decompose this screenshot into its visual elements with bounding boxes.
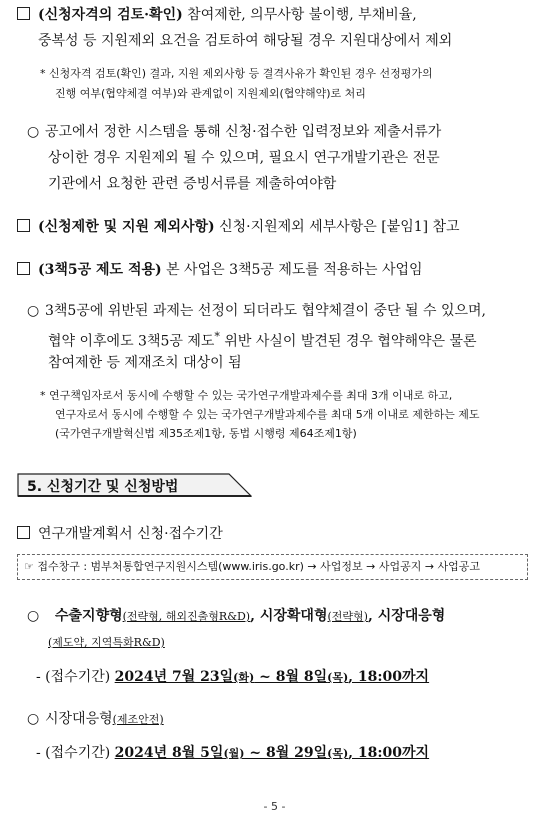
program-type: 시장대응형 xyxy=(45,711,113,727)
period-date: ~ 8월 8일 xyxy=(254,669,328,685)
bullet-text: 상이한 경우 지원제외 될 수 있으며, 필요시 연구개발기관은 전문 xyxy=(48,150,440,166)
section-header xyxy=(17,473,252,497)
note-line: 연구자로서 동시에 수행할 수 있는 국가연구개발과제수를 최대 5개 이내로 제한하는 제도 xyxy=(55,408,480,421)
period-date: 2024년 7월 23일 xyxy=(114,669,234,685)
note-line: 진행 여부(협약체결 여부)와 관계없이 지원제외(협약해약)로 처리 xyxy=(55,87,366,100)
period-date: ~ 8월 29일 xyxy=(244,745,328,761)
period-time: , 18:00까지 xyxy=(348,669,430,685)
application-period-line xyxy=(36,740,429,767)
checkbox-square-icon xyxy=(17,219,30,232)
item-text: 본 사업은 3책5공 제도를 적용하는 사업임 xyxy=(161,262,423,278)
item-restrictions xyxy=(17,214,460,240)
note-line: (국가연구개발혁신법 제35조제1항, 동법 시행령 제64조제1항) xyxy=(55,427,357,440)
item-eligibility-review xyxy=(17,2,537,28)
bullet-item xyxy=(27,706,164,733)
period-date: 2024년 8월 5일 xyxy=(114,745,224,761)
note-line: * 연구책임자로서 동시에 수행할 수 있는 국가연구개발과제수를 최대 3개 이내로 하고, xyxy=(40,389,453,402)
period-weekday: (목) xyxy=(327,671,349,684)
section-title: 5. 신청기간 및 신청방법 xyxy=(27,479,179,495)
bullet-text: 공고에서 정한 시스템을 통해 신청·접수한 입력정보와 제출서류가 xyxy=(45,124,442,140)
item-title: (신청제한 및 지원 제외사항) xyxy=(38,219,215,235)
bullet-item xyxy=(27,298,486,324)
application-period-line xyxy=(36,664,429,691)
period-label: - (접수기간) xyxy=(36,669,115,685)
checkbox-square-icon xyxy=(17,7,30,20)
note-line: * 신청자격 검토(확인) 결과, 지원 제외사항 등 결격사유가 확인된 경우 선정평가의 xyxy=(40,67,433,80)
program-type: 수출지향형 xyxy=(55,608,123,624)
program-subtype: (제도약, 지역특화R&D) xyxy=(48,636,165,649)
period-weekday: (월) xyxy=(223,747,245,760)
checkbox-square-icon xyxy=(17,526,30,539)
footnote-marker: * xyxy=(214,330,220,343)
item-text: 신청·지원제외 세부사항은 [붙임1] 참고 xyxy=(214,219,460,235)
item-text: 참여제한, 의무사항 불이행, 부채비율, xyxy=(182,7,417,23)
item-text-line: 중복성 등 지원제외 요건을 검토하여 해당될 경우 지원대상에서 제외 xyxy=(38,33,453,49)
period-time: , 18:00까지 xyxy=(348,745,430,761)
bullet-text: 참여제한 등 제재조치 대상이 됨 xyxy=(48,355,242,371)
program-subtype: (전략형) xyxy=(327,610,368,623)
item-application-period xyxy=(17,521,223,547)
circle-bullet-icon: ○ xyxy=(27,711,40,727)
bullet-item xyxy=(27,119,441,145)
bullet-text: 3책5공에 위반된 과제는 선정이 되더라도 협약체결이 중단 될 수 있으며, xyxy=(45,303,486,319)
program-type: , 시장대응형 xyxy=(367,608,446,624)
bullet-text: 위반 사실이 발견된 경우 협약해약은 물론 xyxy=(219,333,477,350)
item-title: (3책5공 제도 적용) xyxy=(38,262,162,278)
item-3-5-rule xyxy=(17,257,423,283)
period-label: - (접수기간) xyxy=(36,745,115,761)
program-subtype: (전략형, 해외진출형R&D) xyxy=(122,610,251,623)
program-type: , 시장확대형 xyxy=(250,608,328,624)
checkbox-square-icon xyxy=(17,262,30,275)
period-weekday: (목) xyxy=(327,747,349,760)
item-title: 연구개발계획서 신청·접수기간 xyxy=(38,526,223,542)
bullet-text: 협약 이후에도 3책5공 제도 xyxy=(48,333,215,350)
item-title: (신청자격의 검토·확인) xyxy=(38,7,183,23)
page-number: - 5 - xyxy=(263,800,286,813)
submission-channel-box: ☞ 접수창구 : 범부처통합연구지원시스템(www.iris.go.kr) → 사업정보 → 사업공지 → 사업공고 xyxy=(17,554,528,580)
period-weekday: (화) xyxy=(233,671,255,684)
bullet-item xyxy=(27,603,445,630)
circle-bullet-icon: ○ xyxy=(27,608,40,624)
circle-bullet-icon: ○ xyxy=(27,303,40,319)
program-subtype: (제조안전) xyxy=(112,713,164,726)
bullet-text: 기관에서 요청한 관련 증빙서류를 제출하여야함 xyxy=(48,176,337,192)
circle-bullet-icon: ○ xyxy=(27,124,40,140)
